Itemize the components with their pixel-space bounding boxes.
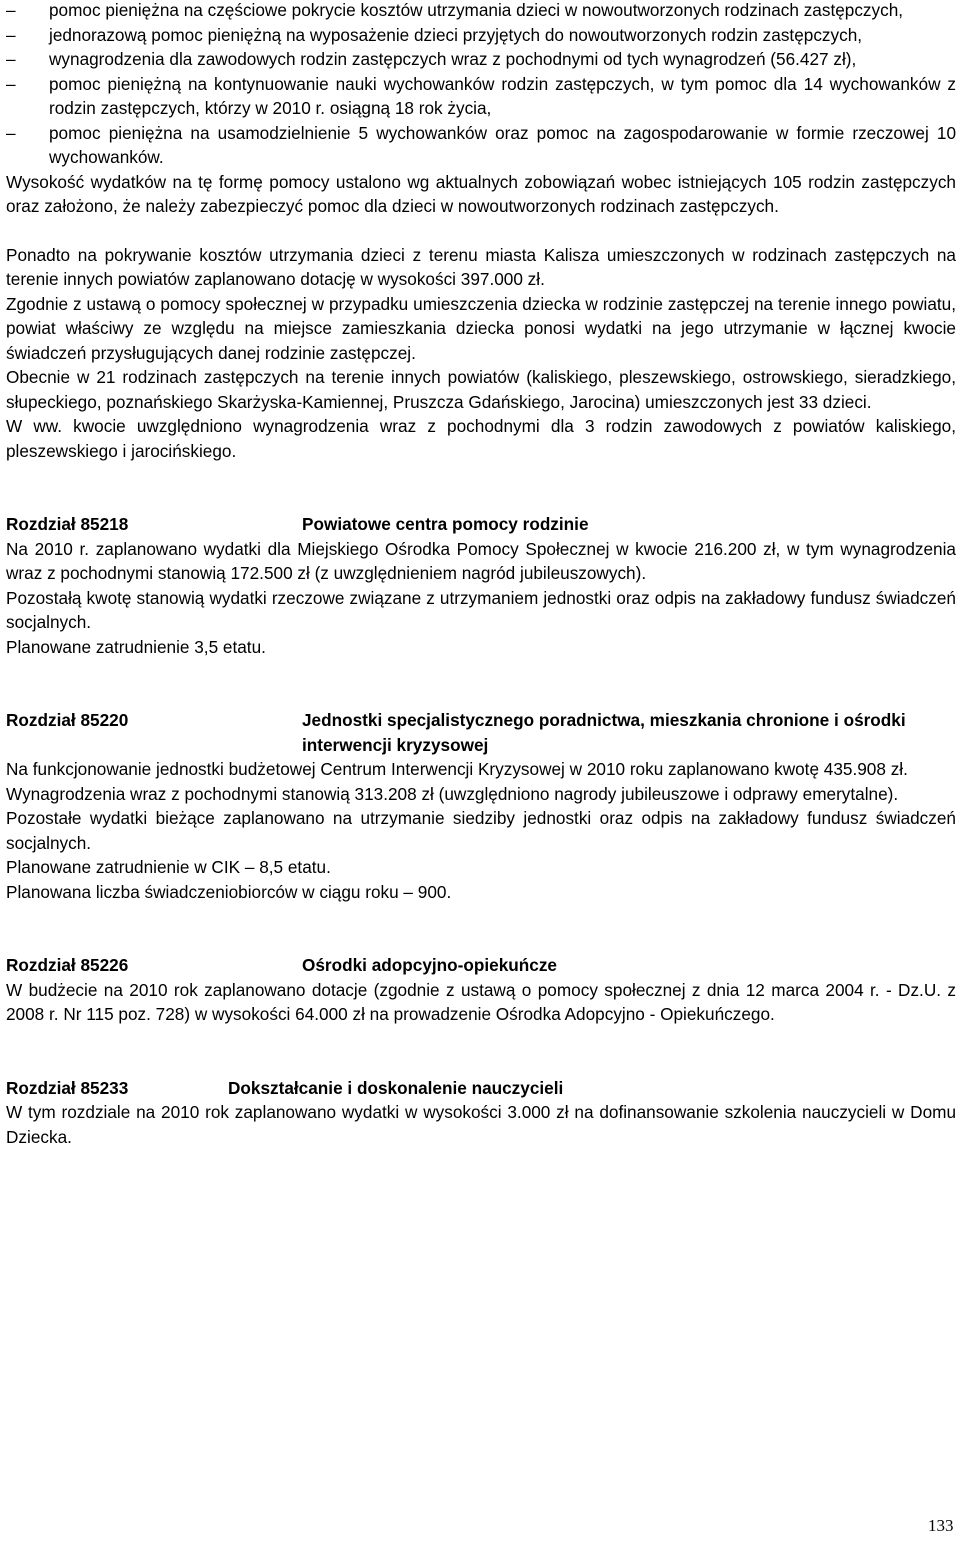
paragraph: Pozostałą kwotę stanowią wydatki rzeczowe związane z utrzymaniem jednostki oraz odpis na zakładowy fundusz świadczeń socjalnych. xyxy=(6,587,956,632)
paragraph: Obecnie w 21 rodzinach zastępczych na terenie innych powiatów (kaliskiego, pleszewskiego, ostrowskiego, sieradzkiego, słupeckiego, poznańskiego Skarżyska-Kamiennej, Pruszcza Gdańskiego, Jarocina) umieszczonych jest 33 dzieci. xyxy=(6,367,956,412)
paragraph: Na 2010 r. zaplanowano wydatki dla Miejskiego Ośrodka Pomocy Społecznej w kwocie 216.200 zł, w tym wynagrodzenia wraz z pochodnymi stanowią 172.500 zł (z uwzględnieniem nagród jubileuszowych). xyxy=(6,538,956,583)
list-item: – pomoc pieniężna na częściowe pokrycie kosztów utrzymania dzieci w nowoutworzonych rodzinach zastępczych, xyxy=(6,0,956,23)
dash-bullet xyxy=(6,0,26,23)
list-item: – wynagrodzenia dla zawodowych rodzin zastępczych wraz z pochodnymi od tych wynagrodzeń (56.427 zł), xyxy=(6,47,956,72)
paragraph: Planowana liczba świadczeniobiorców w ciągu roku – 900. xyxy=(6,881,452,902)
section-number: Rozdział 85218 xyxy=(6,514,129,534)
dash-bullet xyxy=(6,121,26,146)
paragraph: Zgodnie z ustawą o pomocy społecznej w przypadku umieszczenia dziecka w rodzinie zastępczej na terenie innego powiatu, powiat właściwy ze względu na miejsce zamieszkania dziecka ponosi wydatki na jego utrzymanie w łącznej kwocie świadczeń przysługujących danej rodzinie zastępczej. xyxy=(6,293,956,363)
section-heading-85218 xyxy=(6,512,956,537)
section-number: Rozdział 85220 xyxy=(6,710,129,730)
bullet-list xyxy=(6,0,956,170)
paragraph: Wynagrodzenia wraz z pochodnymi stanowią 313.208 zł (uwzględniono nagrody jubileuszowe i odprawy emerytalne). xyxy=(6,783,899,804)
paragraph: Ponadto na pokrywanie kosztów utrzymania dzieci z terenu miasta Kalisza umieszczonych w rodzinach zastępczych na terenie innych powiatów zaplanowano dotację w wysokości 397.000 zł. xyxy=(6,244,956,289)
section-heading-85226 xyxy=(6,953,956,978)
paragraph: W tym rozdziale na 2010 rok zaplanowano wydatki w wysokości 3.000 zł na dofinansowanie szkolenia nauczycieli w Domu Dziecka. xyxy=(6,1102,956,1147)
paragraph: Planowane zatrudnienie 3,5 etatu. xyxy=(6,636,266,657)
paragraph: Wysokość wydatków na tę formę pomocy ustalono wg aktualnych zobowiązań wobec istniejących 105 rodzin zastępczych oraz założono, że należy zabezpieczyć pomoc dla dzieci w nowoutworzonych rodzinach zastępczych. xyxy=(6,171,956,216)
section-title: Dokształcanie i doskonalenie nauczycieli xyxy=(228,1077,564,1098)
section-title: Powiatowe centra pomocy rodzinie xyxy=(302,514,589,534)
dash-bullet xyxy=(6,47,26,72)
paragraph: Planowane zatrudnienie w CIK – 8,5 etatu. xyxy=(6,857,331,877)
section-number: Rozdział 85233 xyxy=(6,1077,129,1098)
paragraph: W budżecie na 2010 rok zaplanowano dotacje (zgodnie z ustawą o pomocy społecznej z dnia 12 marca 2004 r. - Dz.U. z 2008 r. Nr 115 poz. 728) w wysokości 64.000 zł na prowadzenie Ośrodka Adopcyjno - Opiekuńczego. xyxy=(6,979,956,1024)
dash-bullet xyxy=(6,23,26,48)
list-item: – jednorazową pomoc pieniężną na wyposażenie dzieci przyjętych do nowoutworzonych rodzin zastępczych, xyxy=(6,23,956,48)
section-title: Ośrodki adopcyjno-opiekuńcze xyxy=(302,955,557,975)
section-heading-85233 xyxy=(6,1076,956,1101)
dash-bullet xyxy=(6,72,26,97)
section-heading-85220 xyxy=(6,708,956,757)
document-page xyxy=(6,0,956,1149)
paragraph: Pozostałe wydatki bieżące zaplanowano na utrzymanie siedziby jednostki oraz odpis na zakładowy fundusz świadczeń socjalnych. xyxy=(6,808,956,853)
paragraph: Na funkcjonowanie jednostki budżetowej Centrum Interwencji Kryzysowej w 2010 roku zaplanowano kwotę 435.908 zł. xyxy=(6,759,908,779)
section-title: Jednostki specjalistycznego poradnictwa, mieszkania chronione i ośrodki interwencji kryzysowej xyxy=(302,710,906,755)
paragraph: W ww. kwocie uwzględniono wynagrodzenia wraz z pochodnymi dla 3 rodzin zawodowych z powiatów kaliskiego, pleszewskiego i jarocińskiego. xyxy=(6,416,956,461)
page-number: 133 xyxy=(928,1516,954,1535)
list-item: – pomoc pieniężną na kontynuowanie nauki wychowanków rodzin zastępczych, w tym pomoc dla 14 wychowanków z rodzin zastępczych, którzy w 2010 r. osiągną 18 rok życia, xyxy=(6,72,956,121)
list-item: – pomoc pieniężna na usamodzielnienie 5 wychowanków oraz pomoc na zagospodarowanie w formie rzeczowej 10 wychowanków. xyxy=(6,121,956,170)
section-number: Rozdział 85226 xyxy=(6,955,129,975)
